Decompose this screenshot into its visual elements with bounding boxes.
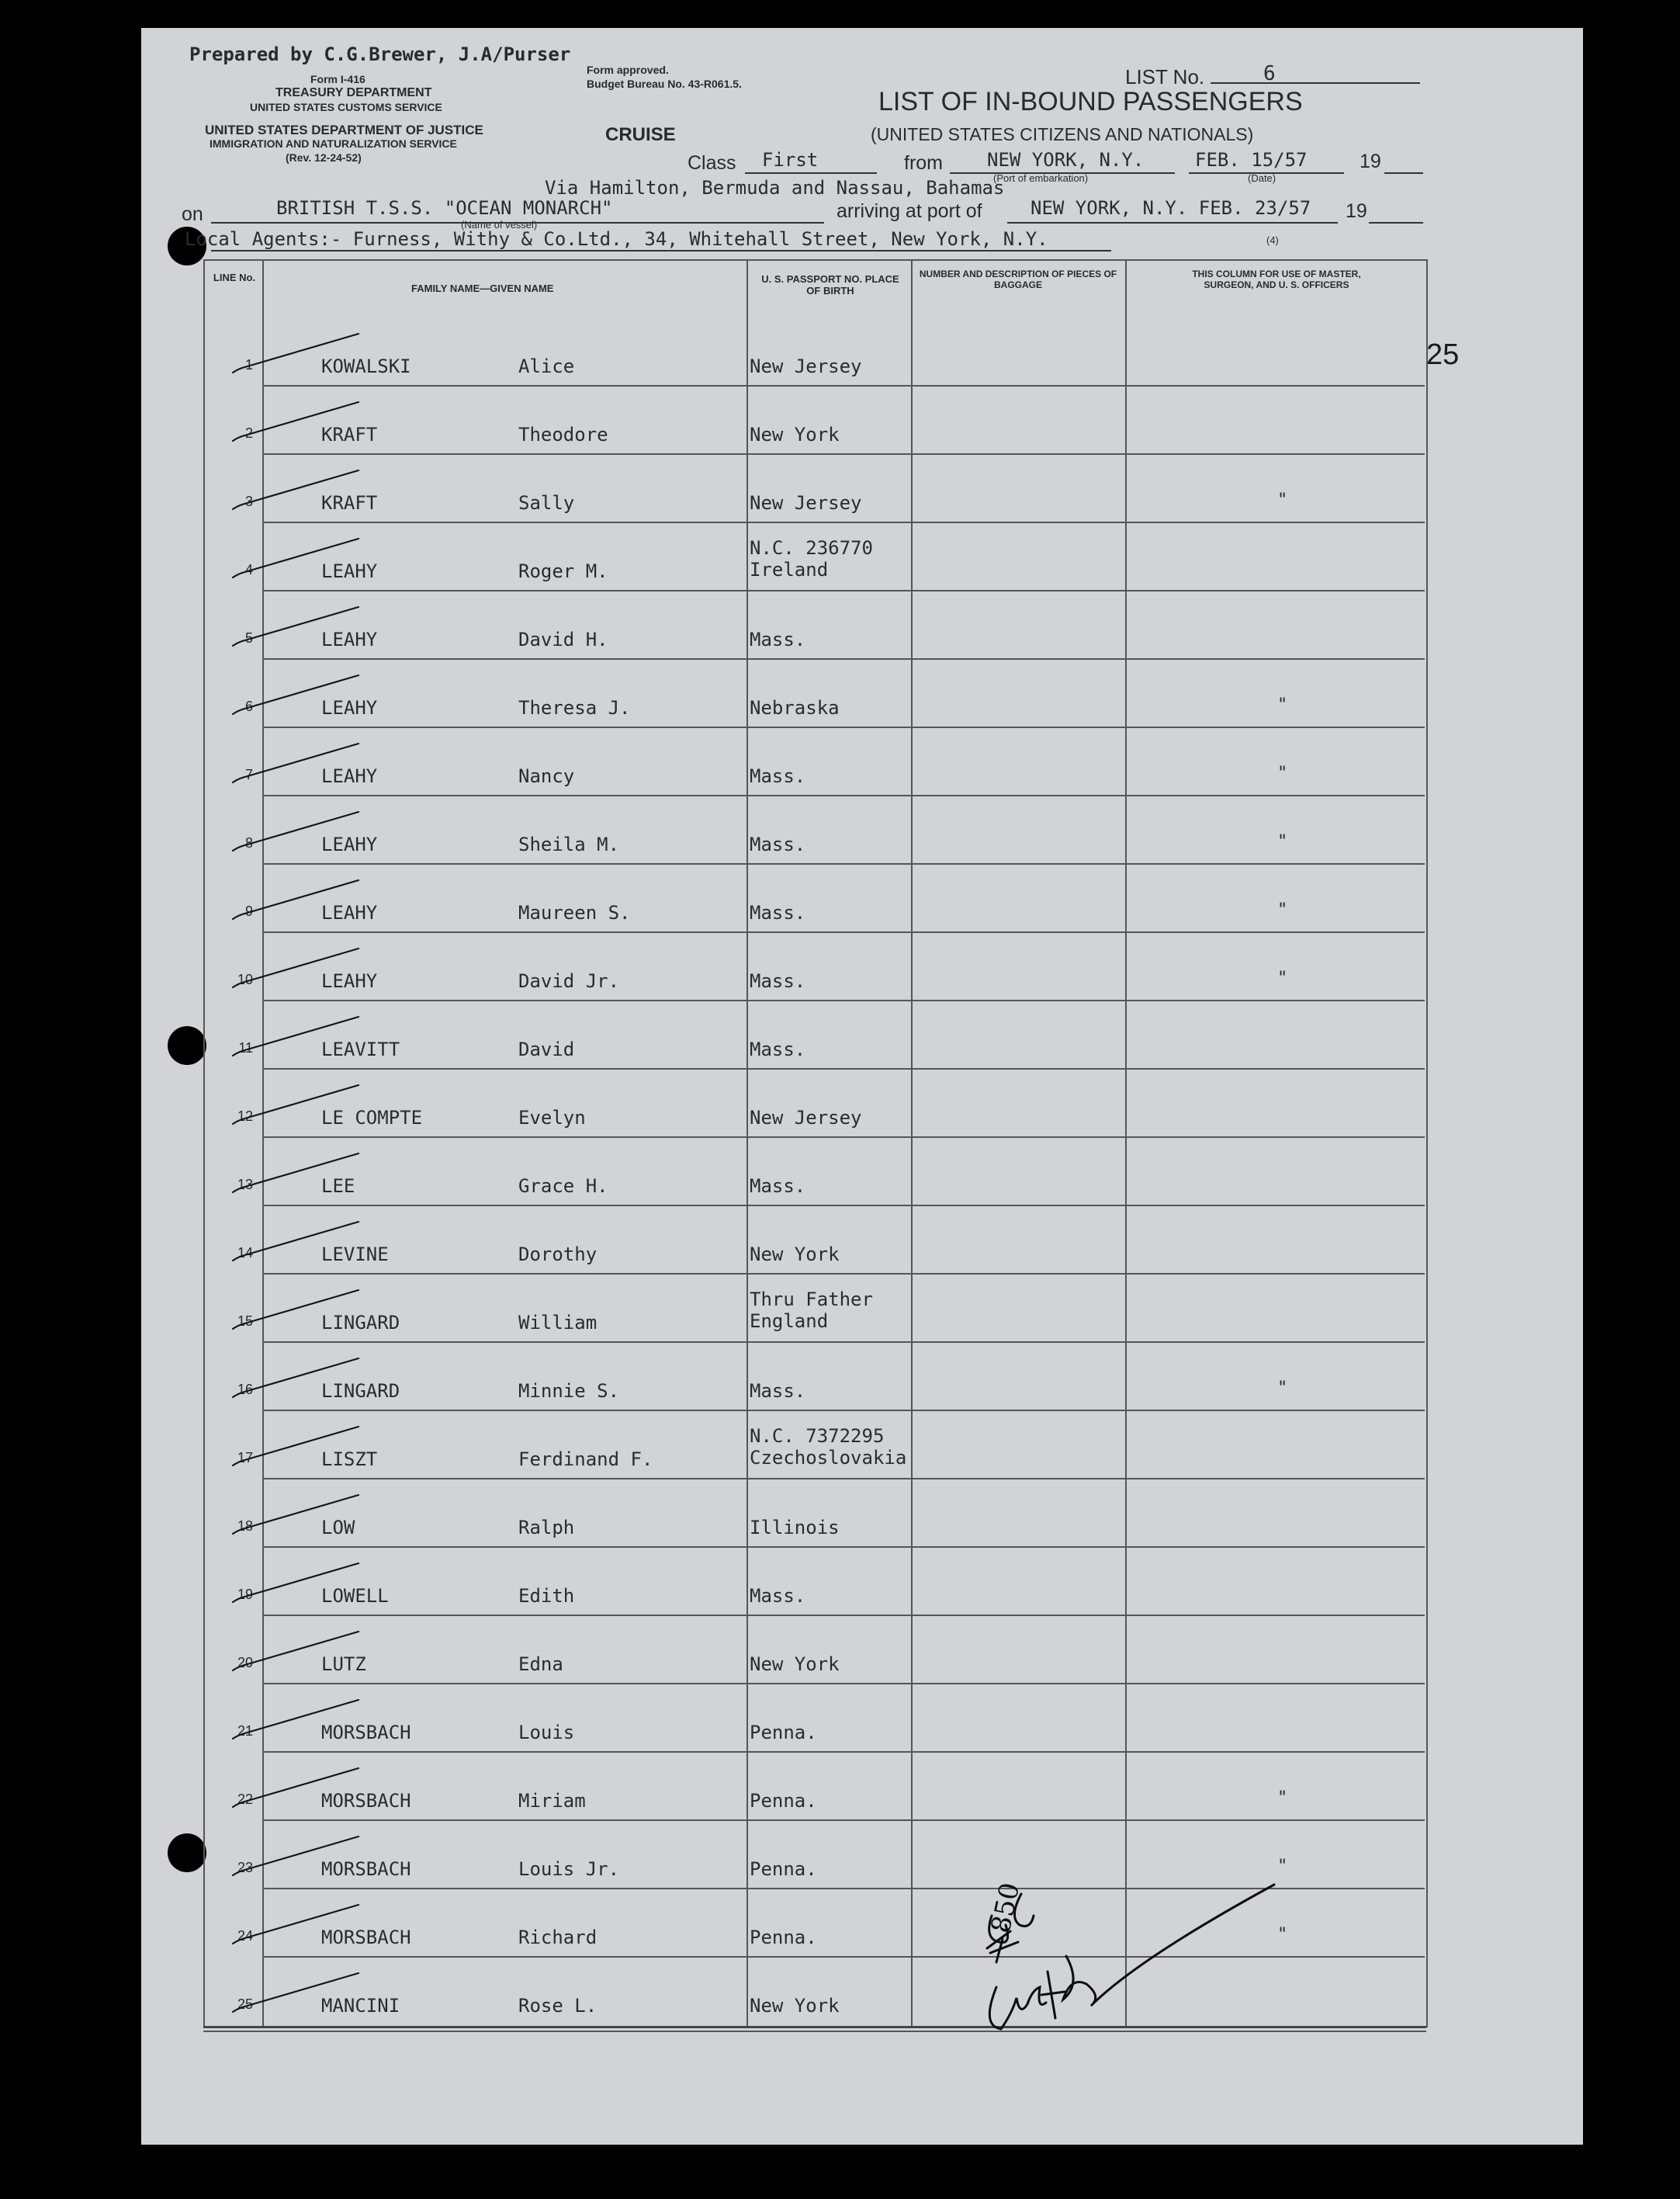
column-header-name: FAMILY NAME—GIVEN NAME: [411, 283, 554, 294]
embarkation-caption: (Port of embarkation): [993, 172, 1089, 184]
family-name: LUTZ: [321, 1653, 366, 1675]
ditto-mark: ": [1277, 1379, 1288, 1398]
revision-date: (Rev. 12-24-52): [286, 151, 362, 164]
column-header-passport: U. S. PASSPORT NO. PLACE OF BIRTH: [761, 273, 899, 297]
line-number: 7: [244, 767, 253, 782]
given-name: Maureen S.: [518, 902, 631, 924]
line-number: 21: [237, 1723, 253, 1739]
ditto-mark: ": [1277, 832, 1288, 852]
family-name: LEE: [321, 1175, 355, 1197]
ditto-mark: ": [1277, 764, 1288, 783]
line-number: 20: [237, 1655, 253, 1670]
line-number: 15: [237, 1313, 253, 1329]
line-number: 8: [244, 835, 253, 851]
given-name: Sally: [518, 492, 575, 514]
passport-place: New York: [750, 1653, 840, 1675]
given-name: Evelyn: [518, 1107, 586, 1129]
family-name: LEAHY: [321, 902, 378, 924]
customs-service: UNITED STATES CUSTOMS SERVICE: [250, 101, 442, 113]
passport-place: Penna.: [750, 1722, 817, 1743]
line-number: 12: [237, 1108, 253, 1124]
family-name: KOWALSKI: [321, 356, 411, 377]
line-number: 19: [237, 1587, 253, 1602]
budget-bureau: Budget Bureau No. 43-R061.5.: [587, 78, 742, 90]
route: Via Hamilton, Bermuda and Nassau, Bahamas: [545, 177, 1005, 199]
passport-place: Thru Father: [750, 1289, 873, 1310]
year-prefix: 19: [1360, 151, 1381, 172]
passport-place: Mass.: [750, 834, 806, 855]
place-of-birth: Czechoslovakia: [750, 1447, 907, 1469]
form-number: Form I-416: [310, 73, 365, 85]
column-header-line-no: LINE No.: [213, 272, 256, 283]
line-number: 10: [237, 972, 253, 987]
family-name: MORSBACH: [321, 1927, 411, 1948]
local-agents: Local Agents:- Furness, Withy & Co.Ltd., 34, Whitehall Street, New York, N.Y.: [185, 228, 1048, 250]
passport-place: New Jersey: [750, 492, 862, 514]
line-number: 23: [237, 1860, 253, 1875]
passport-place: Mass.: [750, 765, 806, 787]
given-name: Ferdinand F.: [518, 1448, 653, 1470]
family-name: LINGARD: [321, 1312, 400, 1334]
given-name: William: [518, 1312, 598, 1334]
line-number: 3: [244, 494, 253, 509]
arrival-port-date: NEW YORK, N.Y. FEB. 23/57: [1031, 197, 1311, 219]
arriving-label: arriving at port of: [837, 200, 982, 222]
ditto-mark: ": [1277, 969, 1288, 988]
passport-place: New Jersey: [750, 1107, 862, 1129]
column-header-baggage: NUMBER AND DESCRIPTION OF PIECES OF BAGGAGE: [919, 269, 1117, 290]
given-name: Dorothy: [518, 1243, 598, 1265]
vessel-caption: (Name of vessel): [461, 219, 538, 231]
immigration-service: IMMIGRATION AND NATURALIZATION SERVICE: [210, 137, 457, 150]
passport-place: N.C. 7372295: [750, 1425, 885, 1447]
ditto-mark: ": [1277, 1788, 1288, 1808]
list-number: 6: [1263, 62, 1276, 85]
passport-place: New York: [750, 424, 840, 446]
given-name: Edna: [518, 1653, 563, 1675]
given-name: Louis: [518, 1722, 575, 1743]
vessel-name: BRITISH T.S.S. "OCEAN MONARCH": [276, 197, 613, 219]
given-name: Theodore: [518, 424, 608, 446]
passport-place: Mass.: [750, 1585, 806, 1607]
family-name: LEAHY: [321, 560, 378, 582]
given-name: Minnie S.: [518, 1380, 620, 1402]
family-name: LISZT: [321, 1448, 378, 1470]
given-name: David Jr.: [518, 970, 620, 992]
line-number: 24: [237, 1928, 253, 1944]
family-name: KRAFT: [321, 492, 378, 514]
given-name: Rose L.: [518, 1995, 598, 2017]
line-number: 17: [237, 1450, 253, 1465]
signature-scrawl: [987, 1885, 1274, 2029]
passport-place: New York: [750, 1995, 840, 2017]
passport-place: New Jersey: [750, 356, 862, 377]
treasury-department: TREASURY DEPARTMENT: [275, 86, 432, 99]
passport-place: Mass.: [750, 629, 806, 650]
from-label: from: [904, 152, 943, 174]
given-name: David: [518, 1039, 575, 1060]
prepared-by: Prepared by C.G.Brewer, J.A/Purser: [189, 43, 571, 65]
family-name: LEAVITT: [321, 1039, 400, 1060]
passport-place: N.C. 236770: [750, 537, 873, 559]
class-label: Class: [688, 152, 736, 174]
on-label: on: [182, 203, 203, 225]
passport-place: Mass.: [750, 970, 806, 992]
given-name: Richard: [518, 1927, 598, 1948]
family-name: LE COMPTE: [321, 1107, 423, 1129]
list-number-label: LIST No.: [1125, 65, 1205, 88]
passport-place: Penna.: [750, 1858, 817, 1880]
family-name: LEAHY: [321, 629, 378, 650]
given-name: Louis Jr.: [518, 1858, 620, 1880]
given-name: Alice: [518, 356, 575, 377]
annotation-number: 850: [985, 1880, 1027, 1936]
document-subtitle: (UNITED STATES CITIZENS AND NATIONALS): [871, 124, 1254, 144]
line-number: 11: [238, 1040, 253, 1056]
given-name: Sheila M.: [518, 834, 620, 855]
document-title: LIST OF IN-BOUND PASSENGERS: [878, 87, 1303, 116]
family-name: LOW: [321, 1517, 355, 1538]
given-name: Grace H.: [518, 1175, 608, 1197]
family-name: LEAHY: [321, 697, 378, 719]
column-header-officers: THIS COLUMN FOR USE OF MASTER, SURGEON, AND U. S. OFFICERS: [1192, 269, 1361, 290]
line-number: 2: [244, 425, 253, 441]
ditto-mark: ": [1277, 695, 1288, 715]
ditto-mark: ": [1277, 900, 1288, 920]
given-name: Roger M.: [518, 560, 608, 582]
date-caption: (Date): [1248, 172, 1276, 184]
line-number: 1: [244, 357, 253, 373]
line-number: 25: [237, 1996, 253, 2012]
passport-place: Penna.: [750, 1790, 817, 1812]
line-number: 14: [237, 1245, 253, 1261]
place-of-birth: England: [750, 1310, 829, 1332]
passport-place: Nebraska: [750, 697, 840, 719]
department-of-justice: UNITED STATES DEPARTMENT OF JUSTICE: [205, 123, 483, 137]
class-value: First: [762, 149, 819, 171]
family-name: MORSBACH: [321, 1722, 411, 1743]
passport-place: Penna.: [750, 1927, 817, 1948]
passport-place: Mass.: [750, 1039, 806, 1060]
arrival-year: 19: [1346, 200, 1367, 222]
family-name: MORSBACH: [321, 1790, 411, 1812]
given-name: Edith: [518, 1585, 575, 1607]
family-name: KRAFT: [321, 424, 378, 446]
ditto-mark: ": [1277, 1925, 1288, 1944]
arrival-caption: (4): [1266, 234, 1279, 246]
family-name: MANCINI: [321, 1995, 400, 2017]
passport-place: Mass.: [750, 902, 806, 924]
ditto-mark: ": [1277, 1857, 1288, 1876]
line-number: 13: [237, 1177, 253, 1192]
line-number: 22: [237, 1791, 253, 1807]
family-name: LEAHY: [321, 834, 378, 855]
given-name: Ralph: [518, 1517, 575, 1538]
given-name: Miriam: [518, 1790, 586, 1812]
family-name: LINGARD: [321, 1380, 400, 1402]
passport-place: Illinois: [750, 1517, 840, 1538]
line-number: 6: [244, 699, 253, 714]
place-of-birth: Ireland: [750, 559, 829, 581]
line-number: 5: [244, 630, 253, 646]
page-number: 25: [1426, 338, 1460, 371]
given-name: David H.: [518, 629, 608, 650]
family-name: MORSBACH: [321, 1858, 411, 1880]
line-number: 18: [237, 1518, 253, 1534]
family-name: LEAHY: [321, 765, 378, 787]
form-approved: Form approved.: [587, 64, 669, 76]
ditto-mark: ": [1277, 491, 1288, 510]
passport-place: New York: [750, 1243, 840, 1265]
embarkation-date: FEB. 15/57: [1195, 149, 1308, 171]
line-number: 9: [244, 904, 253, 919]
passport-place: Mass.: [750, 1380, 806, 1402]
line-number: 16: [237, 1382, 253, 1397]
cruise-label: CRUISE: [605, 124, 676, 145]
family-name: LOWELL: [321, 1585, 389, 1607]
embarkation-port: NEW YORK, N.Y.: [987, 149, 1145, 171]
family-name: LEAHY: [321, 970, 378, 992]
line-number: 4: [244, 562, 253, 577]
given-name: Theresa J.: [518, 697, 631, 719]
passport-place: Mass.: [750, 1175, 806, 1197]
family-name: LEVINE: [321, 1243, 389, 1265]
given-name: Nancy: [518, 765, 575, 787]
